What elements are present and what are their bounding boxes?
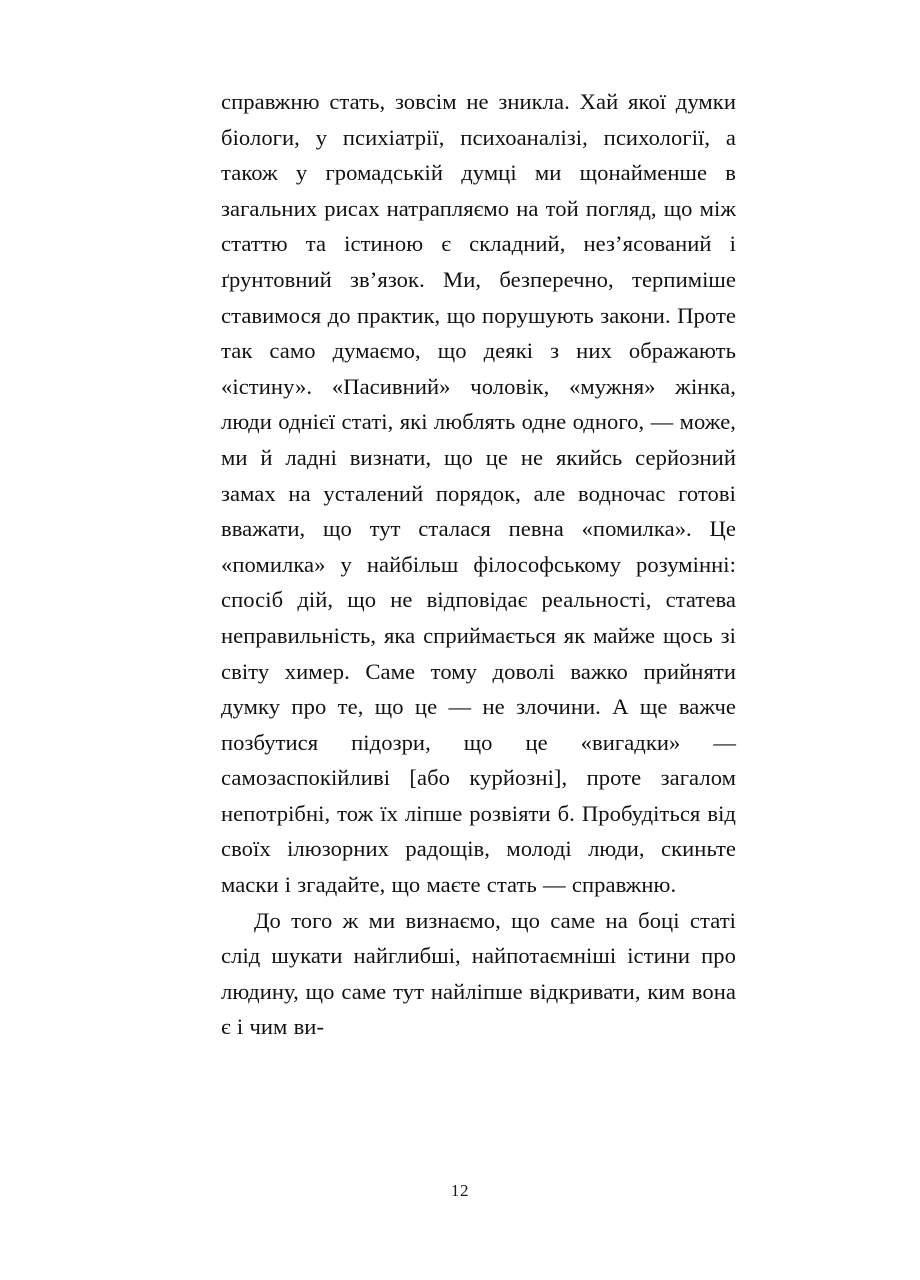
paragraph-new: До того ж ми визнаємо, що саме на боці статі слід шукати найглибші, найпотаємніші істини про людину, що саме тут найліпше відкривати, ким вона є і чим ви- <box>221 907 736 1040</box>
paragraph-continuation: справжню стать, зовсім не зникла. Хай якої думки біологи, у психіатрії, психоаналізі, психології, а також у громадській думці ми щонайменше в загальних рисах натрапляємо на той погляд, що між статтю та істиною є складний, нез’ясований і ґрунтовний зв’язок. Ми, безперечно, терпиміше ставимося до практик, що порушують закони. Проте так само думаємо, що деякі з них ображають «істину». «Пасивний» чоловік, «мужня» жінка, люди однієї статі, які люблять одне одного, — може, ми й ладні визнати, що це не якийсь серйозний замах на усталений порядок, але водночас готові вважати, що тут сталася певна «помилка». Це «помилка» у найбільш філософському розумінні: спосіб дій, що не відповідає реальності, статева неправильність, яка сприймається як майже щось зі світу химер. Саме тому доволі важко прийняти думку про те, що це — не злочини. А ще важче позбутися підозри, що це «вигадки» — самозаспокійливі [або курйозні], проте загалом непотрібні, тож їх ліпше розвіяти б. Пробудіться від своїх ілюзорних радощів, молоді люди, скиньте маски і згадайте, що маєте стать — справжню. <box>221 89 736 898</box>
body-text-block <box>221 84 736 1045</box>
page-number: 12 <box>450 1181 470 1200</box>
